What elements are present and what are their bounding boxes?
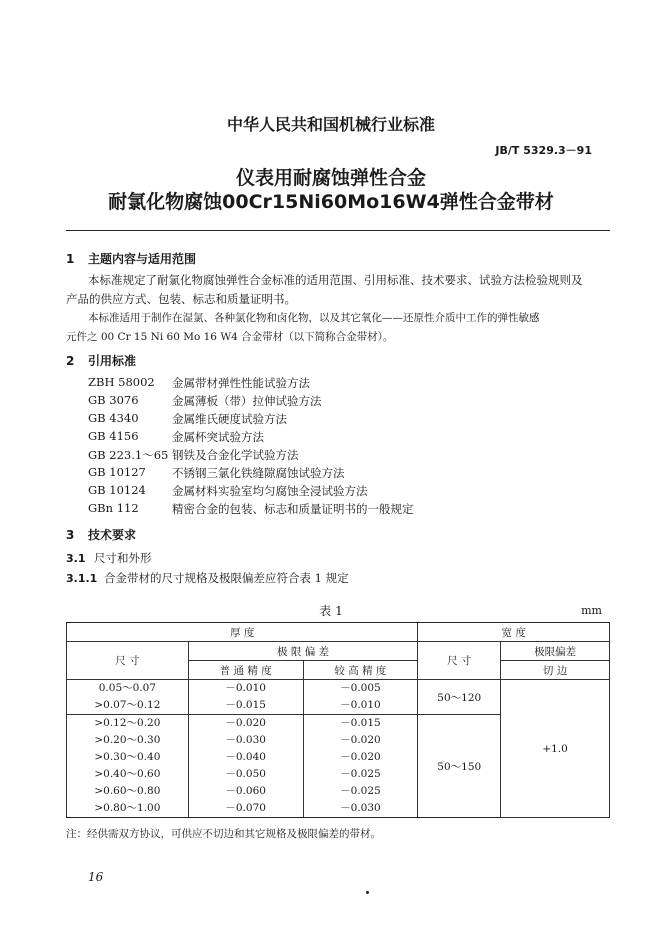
normal-cell (188, 715, 303, 818)
ref-code: GB 4340 (88, 411, 139, 425)
section-title: 主题内容与适用范围 (88, 252, 197, 266)
section-number: 1 (66, 252, 75, 266)
table-row-high: －0.025 (340, 768, 381, 780)
table-row-high: －0.010 (340, 699, 381, 711)
subsection-number: 3.1.1 (66, 572, 98, 585)
header-high-precision: 较 高 精 度 (303, 661, 418, 680)
paragraph-line: 产品的供应方式、包装、标志和质量证明书。 (66, 292, 296, 306)
ref-code: GB 4156 (88, 429, 139, 443)
subsection-number: 3.1 (66, 552, 86, 565)
width-size-cell: 50～120 (418, 680, 501, 715)
section-number: 2 (66, 354, 75, 368)
table-row-normal: －0.050 (225, 768, 266, 780)
ref-code: GBn 112 (88, 501, 139, 515)
normal-cell (188, 680, 303, 715)
ref-title: 金属维氏硬度试验方法 (172, 412, 287, 426)
subsection-3-1 (66, 550, 152, 566)
ref-title: 金属带材弹性性能试验方法 (172, 376, 310, 390)
table-row-normal: －0.020 (225, 717, 266, 729)
ref-title: 金属杯突试验方法 (172, 430, 264, 444)
header-width-size: 尺 寸 (418, 642, 501, 680)
ref-title: 不锈钢三氯化铁缝隙腐蚀试验方法 (172, 466, 345, 480)
paragraph-line: 本标准适用于制作在湿氯、各种氯化物和卤化物，以及其它氧化——还原性介质中工作的弹性敏感 (88, 312, 540, 324)
table-row-size: >0.80～1.00 (94, 802, 161, 814)
paragraph-line: 元件之 00 Cr 15 Ni 60 Mo 16 W4 合金带材（以下简称合金带材）。 (66, 331, 394, 343)
table-row-normal: －0.060 (225, 785, 266, 797)
table-row-normal: －0.040 (225, 751, 266, 763)
high-cell (303, 715, 418, 818)
width-deviation-cell: +1.0 (501, 680, 610, 818)
table-row-size: >0.12～0.20 (94, 717, 161, 729)
page-number: 16 (88, 870, 104, 884)
table-note: 注：经供需双方协议，可供应不切边和其它规格及极限偏差的带材。 (66, 828, 381, 840)
size-cell (67, 715, 189, 818)
table-row-high: －0.020 (340, 734, 381, 746)
section-1-heading (66, 250, 196, 267)
header-cut-edge: 切 边 (501, 661, 610, 680)
header-width-deviation: 极限偏差 (501, 642, 610, 661)
subsection-text: 合金带材的尺寸规格及极限偏差应符合表 1 规定 (104, 571, 349, 585)
ref-code: GB 223.1～65 (88, 448, 169, 462)
ref-title: 钢铁及合金化学试验方法 (172, 448, 299, 462)
ref-title: 金属材料实验室均匀腐蚀全浸试验方法 (172, 484, 368, 498)
document-subtitle: 耐氯化物腐蚀00Cr15Ni60Mo16W4弹性合金带材 (108, 191, 554, 213)
table-row-normal: －0.030 (225, 734, 266, 746)
document-title: 仪表用耐腐蚀弹性合金 (235, 167, 426, 189)
subsection-title: 尺寸和外形 (94, 551, 152, 565)
ref-title: 金属薄板（带）拉伸试验方法 (172, 394, 322, 408)
table-row-normal: －0.015 (225, 699, 266, 711)
header-normal-precision: 普 通 精 度 (188, 661, 303, 680)
size-cell (67, 680, 189, 715)
ref-code: GB 10127 (88, 465, 146, 479)
table-row-high: －0.015 (340, 717, 381, 729)
section-title: 技术要求 (88, 528, 137, 542)
header-deviation: 极 限 偏 差 (188, 642, 418, 661)
table-row-size: >0.60～0.80 (94, 785, 161, 797)
table-row-size: >0.07～0.12 (94, 699, 161, 711)
table-row-size: >0.30～0.40 (94, 751, 161, 763)
table-row-size: >0.40～0.60 (94, 768, 161, 780)
section-3-heading (66, 526, 136, 543)
standard-org: 中华人民共和国机械行业标准 (226, 115, 435, 134)
section-2-heading (66, 352, 136, 369)
header-width: 宽 度 (418, 623, 610, 642)
paragraph-line: 本标准规定了耐氯化物腐蚀弹性合金标准的适用范围、引用标准、技术要求、试验方法检验规则及 (88, 273, 583, 287)
table-row-high: －0.030 (340, 802, 381, 814)
table-row-size: 0.05～0.07 (98, 682, 157, 694)
section-title: 引用标准 (88, 354, 137, 368)
section-number: 3 (66, 528, 75, 542)
title-divider (66, 230, 610, 231)
table-row-high: －0.020 (340, 751, 381, 763)
width-size-cell: 50～150 (418, 715, 501, 818)
header-thickness: 厚 度 (67, 623, 418, 642)
high-cell (303, 680, 418, 715)
standard-code: JB/T 5329.3－91 (495, 144, 592, 157)
ref-code: GB 10124 (88, 483, 146, 497)
header-size: 尺 寸 (67, 642, 189, 680)
dimension-table (66, 622, 610, 818)
ref-code: GB 3076 (88, 393, 139, 407)
table-row-high: －0.005 (340, 682, 381, 694)
table-caption: 表 1 (319, 604, 343, 618)
table-unit: mm (581, 604, 602, 617)
ref-title: 精密合金的包装、标志和质量证明书的一般规定 (172, 502, 414, 516)
ref-code: ZBH 58002 (88, 375, 155, 389)
table-row-normal: －0.010 (225, 682, 266, 694)
table-row-size: >0.20～0.30 (94, 734, 161, 746)
table-row-high: －0.025 (340, 785, 381, 797)
scan-speck (366, 891, 369, 894)
subsection-3-1-1 (66, 570, 349, 586)
table-row-normal: －0.070 (225, 802, 266, 814)
